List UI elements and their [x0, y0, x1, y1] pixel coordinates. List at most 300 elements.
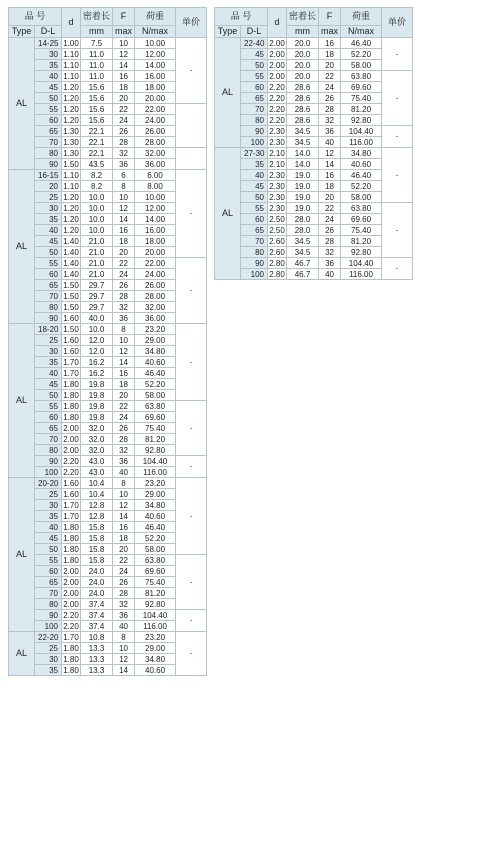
d-cell: 1.40 — [63, 269, 79, 279]
d-cell: 1.80 — [63, 555, 79, 565]
header-pinmei: 品 号 — [215, 8, 268, 26]
d-cell: 1.80 — [63, 412, 79, 422]
f-cell: 36 — [113, 159, 135, 170]
f-cell: 10 — [113, 192, 135, 203]
dl-cell: 90 — [35, 610, 62, 621]
d-cell: 1.20 — [63, 115, 79, 125]
header-type: Type — [215, 26, 241, 38]
load-cell: 81.20 — [135, 588, 176, 599]
load-cell: 81.20 — [341, 236, 382, 247]
f-cell: 12 — [113, 203, 135, 214]
load-cell: 69.60 — [135, 566, 176, 577]
dl-cell: 50 — [35, 544, 62, 555]
f-cell: 24 — [113, 566, 135, 577]
price-cell: · — [382, 38, 413, 71]
f-cell: 40 — [319, 137, 341, 148]
seal-length-cell: 13.3 — [81, 654, 113, 665]
f-cell: 24 — [113, 269, 135, 280]
header-nmax: N/max — [341, 26, 382, 38]
d-cell: 1.20 — [63, 192, 79, 202]
f-cell: 12 — [113, 346, 135, 357]
header-nmax: N/max — [135, 26, 176, 38]
dl-cell: 45 — [35, 533, 62, 544]
load-cell: 63.80 — [341, 71, 382, 82]
dl-cell: 90 — [241, 126, 268, 137]
price-cell — [176, 148, 207, 170]
load-cell: 10.00 — [135, 38, 176, 49]
f-cell: 40 — [113, 621, 135, 632]
seal-length-cell: 24.0 — [81, 577, 113, 588]
load-cell: 12.00 — [135, 49, 176, 60]
seal-length-cell: 8.2 — [81, 181, 113, 192]
seal-length-cell: 19.8 — [81, 390, 113, 401]
dl-cell: 80 — [241, 247, 268, 258]
price-cell: · — [382, 258, 413, 280]
f-cell: 16 — [113, 225, 135, 236]
dl-cell: 55 — [35, 401, 62, 412]
d-cell: 2.50 — [269, 225, 285, 235]
d-cell: 2.10 — [269, 148, 285, 158]
d-cell: 1.60 — [63, 346, 79, 356]
f-cell: 12 — [113, 500, 135, 511]
type-cell: AL — [9, 632, 35, 676]
load-cell: 52.20 — [135, 379, 176, 390]
load-cell: 63.80 — [341, 203, 382, 214]
dl-cell: 45 — [241, 49, 268, 60]
d-cell: 1.10 — [63, 71, 79, 81]
dl-cell: 60 — [241, 82, 268, 93]
dl-cell: 30 — [35, 49, 62, 60]
f-cell: 36 — [113, 313, 135, 324]
dl-cell: 90 — [241, 258, 268, 269]
seal-length-cell: 28.0 — [287, 214, 319, 225]
d-cell: 2.80 — [269, 269, 285, 279]
dl-cell: 100 — [241, 137, 268, 148]
seal-length-cell: 29.7 — [81, 280, 113, 291]
dl-cell: 70 — [241, 236, 268, 247]
header-max: max — [113, 26, 135, 38]
header-mm: mm — [287, 26, 319, 38]
load-cell: 92.80 — [341, 115, 382, 126]
load-cell: 29.00 — [135, 643, 176, 654]
dl-cell: 35 — [35, 214, 62, 225]
price-cell — [176, 104, 207, 148]
dl-cell: 100 — [241, 269, 268, 280]
price-cell: · — [176, 632, 207, 676]
dl-cell: 55 — [241, 203, 268, 214]
dl-cell: 90 — [35, 456, 62, 467]
seal-length-cell: 19.8 — [81, 412, 113, 423]
header-dl: D-L — [35, 26, 62, 38]
seal-length-cell: 34.5 — [287, 236, 319, 247]
dl-cell: 65 — [35, 126, 62, 137]
header-load: 荷重 — [135, 8, 176, 26]
d-cell: 2.30 — [269, 137, 285, 147]
dl-cell: 65 — [35, 423, 62, 434]
seal-length-cell: 14.0 — [287, 159, 319, 170]
load-cell: 92.80 — [341, 247, 382, 258]
f-cell: 14 — [113, 60, 135, 71]
load-cell: 10.00 — [135, 192, 176, 203]
f-cell: 36 — [319, 258, 341, 269]
load-cell: 36.00 — [135, 159, 176, 170]
dl-cell: 40 — [241, 170, 268, 181]
d-cell: 1.50 — [63, 302, 79, 312]
d-cell: 1.20 — [63, 225, 79, 235]
table-row — [215, 126, 413, 137]
left-spec-table — [8, 7, 207, 676]
table-row — [215, 38, 413, 49]
price-cell: · — [382, 148, 413, 203]
seal-length-cell: 14.0 — [287, 148, 319, 159]
header-price: 单价 — [176, 8, 207, 38]
f-cell: 28 — [113, 588, 135, 599]
header-d: d — [62, 8, 81, 38]
dl-cell: 70 — [35, 291, 62, 302]
d-cell: 2.30 — [269, 192, 285, 202]
d-cell: 1.70 — [63, 368, 79, 378]
price-cell: · — [382, 71, 413, 126]
f-cell: 24 — [319, 82, 341, 93]
seal-length-cell: 19.8 — [81, 401, 113, 412]
table-row — [215, 148, 413, 159]
d-cell: 1.00 — [63, 38, 79, 48]
d-cell: 2.00 — [269, 49, 285, 59]
d-cell: 1.80 — [63, 401, 79, 411]
f-cell: 36 — [113, 456, 135, 467]
load-cell: 58.00 — [341, 60, 382, 71]
price-cell: · — [176, 555, 207, 610]
price-cell: · — [176, 258, 207, 324]
d-cell: 2.60 — [269, 236, 285, 246]
f-cell: 10 — [113, 335, 135, 346]
load-cell: 92.80 — [135, 445, 176, 456]
dl-cell: 70 — [35, 137, 62, 148]
seal-length-cell: 28.6 — [287, 82, 319, 93]
dl-cell: 45 — [35, 82, 62, 93]
d-cell: 1.10 — [63, 60, 79, 70]
load-cell: 40.60 — [135, 511, 176, 522]
load-cell: 63.80 — [135, 401, 176, 412]
load-cell: 8.00 — [135, 181, 176, 192]
f-cell: 24 — [113, 412, 135, 423]
price-cell: · — [176, 170, 207, 258]
d-cell: 1.40 — [63, 236, 79, 246]
seal-length-cell: 24.0 — [81, 566, 113, 577]
load-cell: 40.60 — [135, 357, 176, 368]
seal-length-cell: 21.0 — [81, 236, 113, 247]
seal-length-cell: 20.0 — [287, 60, 319, 71]
f-cell: 26 — [113, 280, 135, 291]
f-cell: 14 — [113, 511, 135, 522]
dl-cell: 30 — [35, 203, 62, 214]
dl-cell: 55 — [35, 555, 62, 566]
seal-length-cell: 10.0 — [81, 192, 113, 203]
f-cell: 10 — [113, 643, 135, 654]
dl-cell: 70 — [241, 104, 268, 115]
seal-length-cell: 11.0 — [81, 71, 113, 82]
seal-length-cell: 20.0 — [287, 71, 319, 82]
load-cell: 69.60 — [341, 214, 382, 225]
load-cell: 34.80 — [135, 654, 176, 665]
f-cell: 32 — [113, 445, 135, 456]
load-cell: 14.00 — [135, 60, 176, 71]
dl-cell: 40 — [35, 71, 62, 82]
table-row — [215, 71, 413, 82]
d-cell: 1.10 — [63, 49, 79, 59]
f-cell: 24 — [113, 115, 135, 126]
table-row — [9, 632, 207, 643]
load-cell: 24.00 — [135, 115, 176, 126]
seal-length-cell: 16.2 — [81, 357, 113, 368]
load-cell: 6.00 — [135, 170, 176, 181]
left-table-body — [9, 38, 207, 676]
f-cell: 14 — [113, 357, 135, 368]
dl-cell: 80 — [35, 302, 62, 313]
load-cell: 116.00 — [135, 621, 176, 632]
f-cell: 18 — [319, 181, 341, 192]
seal-length-cell: 19.0 — [287, 170, 319, 181]
load-cell: 23.20 — [135, 478, 176, 489]
load-cell: 69.60 — [341, 82, 382, 93]
f-cell: 32 — [113, 302, 135, 313]
table-row — [215, 258, 413, 269]
dl-cell: 80 — [35, 599, 62, 610]
dl-cell: 35 — [35, 665, 62, 676]
seal-length-cell: 40.0 — [81, 313, 113, 324]
table-row — [9, 258, 207, 269]
load-cell: 28.00 — [135, 137, 176, 148]
load-cell: 16.00 — [135, 71, 176, 82]
f-cell: 18 — [113, 379, 135, 390]
dl-cell: 50 — [35, 390, 62, 401]
seal-length-cell: 43.0 — [81, 467, 113, 478]
f-cell: 20 — [319, 192, 341, 203]
seal-length-cell: 29.7 — [81, 291, 113, 302]
f-cell: 26 — [113, 423, 135, 434]
seal-length-cell: 46.7 — [287, 269, 319, 280]
dl-cell: 55 — [241, 71, 268, 82]
seal-length-cell: 12.0 — [81, 335, 113, 346]
seal-length-cell: 19.8 — [81, 379, 113, 390]
seal-length-cell: 19.0 — [287, 192, 319, 203]
seal-length-cell: 10.0 — [81, 225, 113, 236]
d-cell: 2.20 — [269, 104, 285, 114]
seal-length-cell: 22.1 — [81, 126, 113, 137]
seal-length-cell: 15.6 — [81, 93, 113, 104]
dl-cell: 25 — [35, 335, 62, 346]
seal-length-cell: 28.0 — [287, 225, 319, 236]
d-cell: 1.60 — [63, 478, 79, 488]
seal-length-cell: 22.1 — [81, 148, 113, 159]
d-cell: 1.80 — [63, 643, 79, 653]
load-cell: 75.40 — [135, 577, 176, 588]
d-cell: 1.20 — [63, 203, 79, 213]
table-row — [9, 610, 207, 621]
seal-length-cell: 34.5 — [287, 247, 319, 258]
d-cell: 2.80 — [269, 258, 285, 268]
seal-length-cell: 15.6 — [81, 82, 113, 93]
d-cell: 2.00 — [63, 445, 79, 455]
load-cell: 12.00 — [135, 203, 176, 214]
load-cell: 28.00 — [135, 291, 176, 302]
load-cell: 52.20 — [341, 49, 382, 60]
seal-length-cell: 24.0 — [81, 588, 113, 599]
dl-cell: 27-30 — [241, 148, 268, 159]
load-cell: 58.00 — [341, 192, 382, 203]
type-cell: AL — [9, 38, 35, 170]
f-cell: 28 — [113, 434, 135, 445]
f-cell: 22 — [113, 555, 135, 566]
load-cell: 40.60 — [135, 665, 176, 676]
dl-cell: 60 — [241, 214, 268, 225]
d-cell: 2.30 — [269, 170, 285, 180]
f-cell: 10 — [113, 489, 135, 500]
load-cell: 22.00 — [135, 104, 176, 115]
dl-cell: 65 — [241, 225, 268, 236]
dl-cell: 50 — [35, 247, 62, 258]
d-cell: 2.00 — [63, 566, 79, 576]
dl-cell: 60 — [35, 115, 62, 126]
d-cell: 2.00 — [269, 60, 285, 70]
dl-cell: 30 — [35, 346, 62, 357]
d-cell: 2.20 — [269, 93, 285, 103]
seal-length-cell: 43.0 — [81, 456, 113, 467]
d-cell: 1.50 — [63, 291, 79, 301]
table-row — [9, 148, 207, 159]
dl-cell: 20-20 — [35, 478, 62, 489]
d-cell: 1.20 — [63, 93, 79, 103]
dl-cell: 80 — [35, 148, 62, 159]
f-cell: 8 — [113, 478, 135, 489]
f-cell: 10 — [113, 38, 135, 49]
f-cell: 26 — [319, 225, 341, 236]
table-row — [9, 555, 207, 566]
f-cell: 26 — [113, 577, 135, 588]
price-cell: · — [176, 456, 207, 478]
load-cell: 18.00 — [135, 236, 176, 247]
table-row — [9, 170, 207, 181]
dl-cell: 22-40 — [241, 38, 268, 49]
load-cell: 81.20 — [341, 104, 382, 115]
seal-length-cell: 10.8 — [81, 632, 113, 643]
f-cell: 22 — [113, 401, 135, 412]
d-cell: 2.60 — [269, 247, 285, 257]
seal-length-cell: 37.4 — [81, 621, 113, 632]
d-cell: 1.20 — [63, 82, 79, 92]
table-row — [9, 456, 207, 467]
seal-length-cell: 10.4 — [81, 478, 113, 489]
load-cell: 104.40 — [135, 610, 176, 621]
f-cell: 22 — [113, 104, 135, 115]
d-cell: 2.20 — [269, 115, 285, 125]
d-cell: 1.50 — [63, 324, 79, 334]
load-cell: 58.00 — [135, 390, 176, 401]
load-cell: 20.00 — [135, 247, 176, 258]
d-cell: 1.50 — [63, 159, 79, 169]
header-f: F — [319, 8, 341, 26]
dl-cell: 25 — [35, 643, 62, 654]
f-cell: 8 — [113, 632, 135, 643]
f-cell: 8 — [113, 181, 135, 192]
f-cell: 24 — [319, 214, 341, 225]
f-cell: 14 — [319, 159, 341, 170]
f-cell: 16 — [319, 170, 341, 181]
dl-cell: 35 — [35, 357, 62, 368]
load-cell: 52.20 — [341, 181, 382, 192]
f-cell: 40 — [113, 467, 135, 478]
f-cell: 32 — [113, 599, 135, 610]
seal-length-cell: 21.0 — [81, 269, 113, 280]
d-cell: 1.70 — [63, 500, 79, 510]
seal-length-cell: 10.4 — [81, 489, 113, 500]
load-cell: 26.00 — [135, 280, 176, 291]
seal-length-cell: 32.0 — [81, 445, 113, 456]
d-cell: 1.60 — [63, 313, 79, 323]
dl-cell: 55 — [35, 104, 62, 115]
f-cell: 20 — [113, 93, 135, 104]
load-cell: 16.00 — [135, 225, 176, 236]
d-cell: 1.70 — [63, 632, 79, 642]
f-cell: 12 — [319, 148, 341, 159]
d-cell: 1.40 — [63, 258, 79, 268]
seal-length-cell: 12.8 — [81, 511, 113, 522]
load-cell: 23.20 — [135, 632, 176, 643]
d-cell: 1.80 — [63, 654, 79, 664]
load-cell: 34.80 — [341, 148, 382, 159]
price-cell: · — [176, 478, 207, 555]
seal-length-cell: 15.6 — [81, 115, 113, 126]
f-cell: 22 — [319, 203, 341, 214]
dl-cell: 35 — [241, 159, 268, 170]
dl-cell: 35 — [35, 511, 62, 522]
f-cell: 26 — [113, 126, 135, 137]
f-cell: 28 — [113, 137, 135, 148]
type-cell: AL — [9, 324, 35, 478]
f-cell: 32 — [113, 148, 135, 159]
seal-length-cell: 29.7 — [81, 302, 113, 313]
load-cell: 75.40 — [341, 225, 382, 236]
dl-cell: 100 — [35, 621, 62, 632]
f-cell: 14 — [113, 665, 135, 676]
d-cell: 1.80 — [63, 665, 79, 675]
f-cell: 36 — [113, 610, 135, 621]
dl-cell: 60 — [35, 566, 62, 577]
table-row — [9, 324, 207, 335]
load-cell: 20.00 — [135, 93, 176, 104]
seal-length-cell: 12.0 — [81, 346, 113, 357]
d-cell: 1.70 — [63, 357, 79, 367]
seal-length-cell: 28.6 — [287, 104, 319, 115]
price-cell: · — [176, 324, 207, 401]
d-cell: 2.00 — [63, 434, 79, 444]
dl-cell: 65 — [241, 93, 268, 104]
d-cell: 1.60 — [63, 335, 79, 345]
load-cell: 34.80 — [135, 346, 176, 357]
d-cell: 2.20 — [63, 467, 79, 477]
dl-cell: 20 — [35, 181, 62, 192]
header-max: max — [319, 26, 341, 38]
seal-length-cell: 46.7 — [287, 258, 319, 269]
load-cell: 26.00 — [135, 126, 176, 137]
table-row — [9, 401, 207, 412]
header-price: 单价 — [382, 8, 413, 38]
d-cell: 1.80 — [63, 533, 79, 543]
d-cell: 2.00 — [63, 588, 79, 598]
price-cell: · — [176, 38, 207, 104]
d-cell: 2.00 — [63, 599, 79, 609]
d-cell: 2.20 — [269, 82, 285, 92]
